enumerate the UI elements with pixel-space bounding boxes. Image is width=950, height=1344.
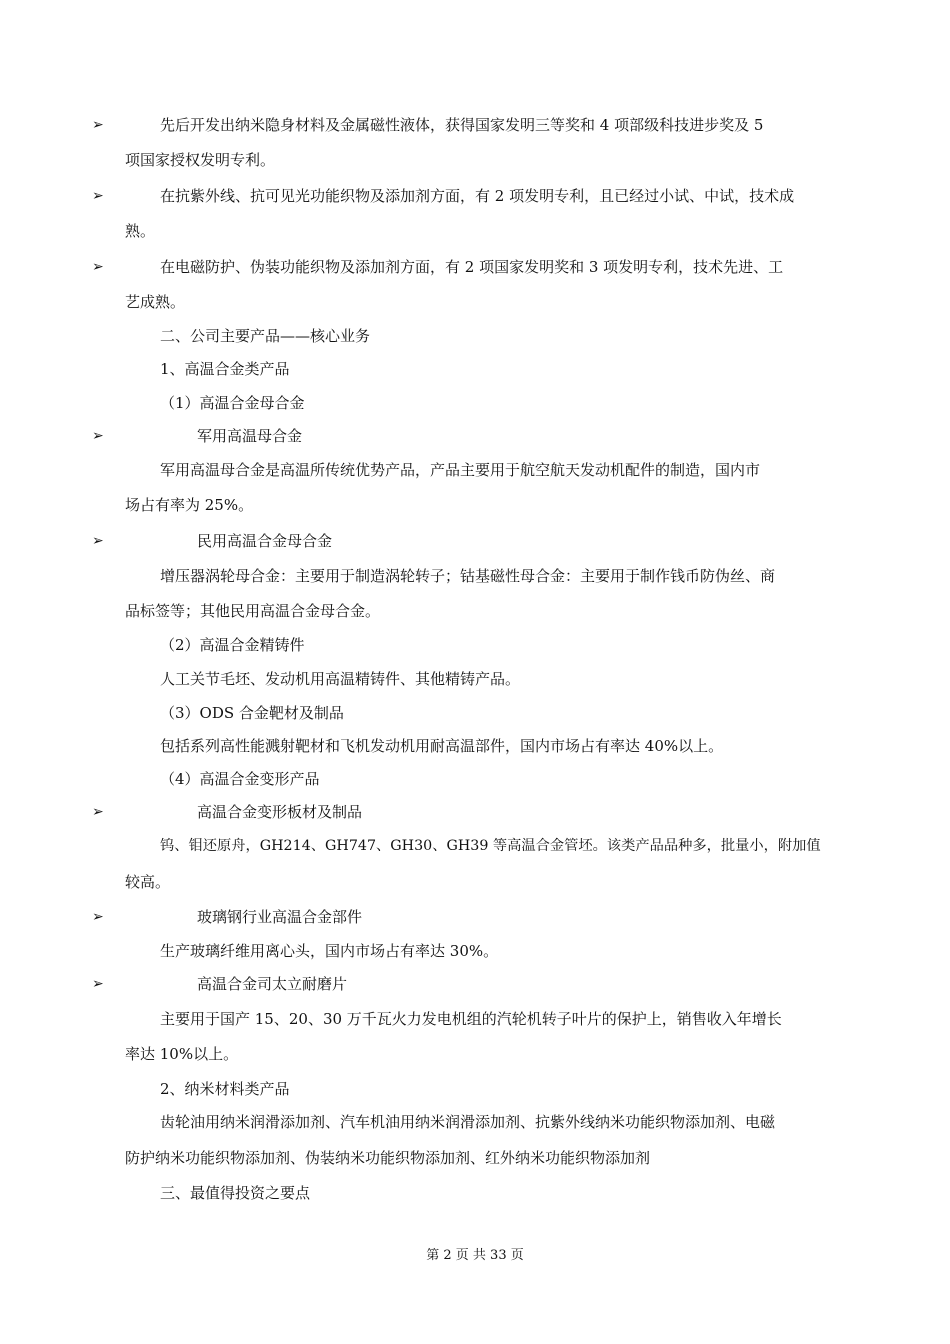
paragraph-line: 熟。 xyxy=(125,222,156,240)
paragraph-line: 在电磁防护、伪装功能织物及添加剂方面，有 2 项国家发明奖和 3 项发明专利，技术先进、工 xyxy=(160,258,784,276)
subsection-heading: （3）ODS 合金靶材及制品 xyxy=(160,704,344,722)
paragraph-line: 先后开发出纳米隐身材料及金属磁性液体，获得国家发明三等奖和 4 项部级科技进步奖及 5 xyxy=(160,116,764,134)
paragraph-line: 防护纳米功能织物添加剂、伪装纳米功能织物添加剂、红外纳米功能织物添加剂 xyxy=(125,1149,651,1167)
paragraph-line: 项国家授权发明专利。 xyxy=(125,151,276,169)
subsection-heading: （2）高温合金精铸件 xyxy=(160,636,305,654)
bullet-icon: ➢ xyxy=(92,533,104,549)
paragraph-line: 主要用于国产 15、20、30 万千瓦火力发电机组的汽轮机转子叶片的保护上，销售收入年增长 xyxy=(160,1010,782,1028)
bullet-icon: ➢ xyxy=(92,909,104,925)
bullet-heading: 玻璃钢行业高温合金部件 xyxy=(197,908,363,926)
paragraph-line: 钨、钼还原舟，GH214、GH747、GH30、GH39 等高温合金管坯。该类产品品种多，批量小，附加值 xyxy=(160,838,821,854)
paragraph-line: 在抗紫外线、抗可见光功能织物及添加剂方面，有 2 项发明专利，且已经过小试、中试，技术成 xyxy=(160,187,795,205)
paragraph-line: 人工关节毛坯、发动机用高温精铸件、其他精铸产品。 xyxy=(160,670,521,688)
bullet-icon: ➢ xyxy=(92,428,104,444)
bullet-icon: ➢ xyxy=(92,804,104,820)
paragraph-line: 生产玻璃纤维用离心头，国内市场占有率达 30%。 xyxy=(160,942,499,960)
subsection-heading: （4）高温合金变形产品 xyxy=(160,770,320,788)
bullet-heading: 高温合金司太立耐磨片 xyxy=(197,975,348,993)
paragraph-line: 较高。 xyxy=(125,873,171,891)
page-footer: 第 2 页 共 33 页 xyxy=(426,1248,524,1263)
subsection-heading: （1）高温合金母合金 xyxy=(160,394,305,412)
paragraph-line: 增压器涡轮母合金：主要用于制造涡轮转子；钴基磁性母合金：主要用于制作钱币防伪丝、商 xyxy=(160,567,776,585)
bullet-heading: 军用高温母合金 xyxy=(197,427,303,445)
section-heading: 三、最值得投资之要点 xyxy=(160,1184,311,1202)
paragraph-line: 军用高温母合金是高温所传统优势产品，产品主要用于航空航天发动机配件的制造，国内市 xyxy=(160,461,761,479)
section-heading: 二、公司主要产品——核心业务 xyxy=(160,327,371,345)
paragraph-line: 率达 10%以上。 xyxy=(125,1045,239,1063)
paragraph-line: 艺成熟。 xyxy=(125,293,186,311)
bullet-icon: ➢ xyxy=(92,188,104,204)
paragraph-line: 品标签等；其他民用高温合金母合金。 xyxy=(125,602,381,620)
paragraph-line: 场占有率为 25%。 xyxy=(125,496,254,514)
paragraph-line: 齿轮油用纳米润滑添加剂、汽车机油用纳米润滑添加剂、抗紫外线纳米功能织物添加剂、电磁 xyxy=(160,1113,776,1131)
paragraph-line: 包括系列高性能溅射靶材和飞机发动机用耐高温部件，国内市场占有率达 40%以上。 xyxy=(160,737,724,755)
bullet-icon: ➢ xyxy=(92,117,104,133)
bullet-icon: ➢ xyxy=(92,259,104,275)
subsection-heading: 2、纳米材料类产品 xyxy=(160,1080,290,1098)
bullet-heading: 高温合金变形板材及制品 xyxy=(197,803,363,821)
bullet-heading: 民用高温合金母合金 xyxy=(197,532,333,550)
subsection-heading: 1、高温合金类产品 xyxy=(160,360,290,378)
bullet-icon: ➢ xyxy=(92,976,104,992)
